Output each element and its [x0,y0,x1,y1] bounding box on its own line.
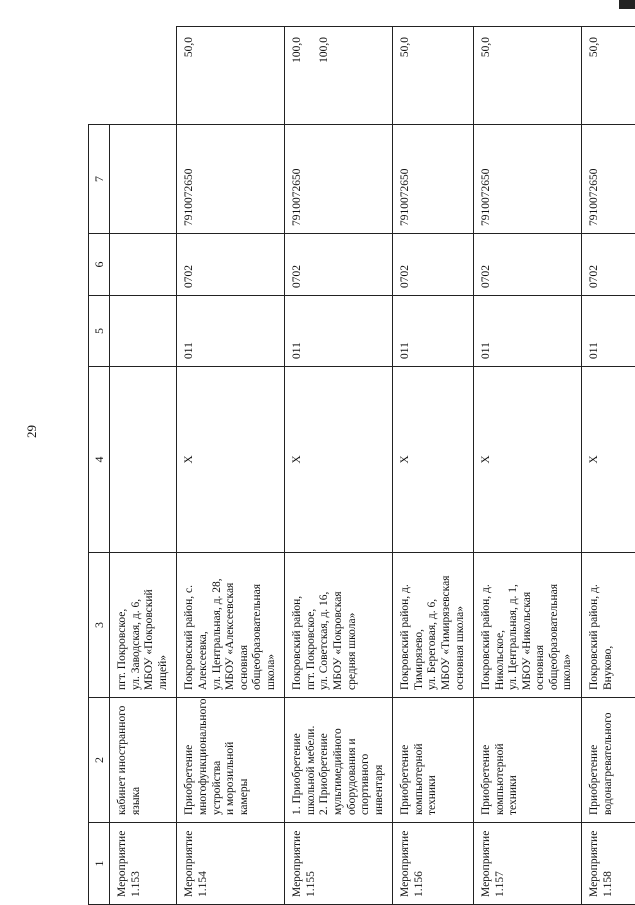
header-row [89,27,110,905]
cell-col4 [110,296,177,367]
cell-col4: 011 [285,296,393,367]
measure-name: Приобретение многофункционального устройства и морозильной камеры [177,698,285,823]
school-address: Покровский район, д. Внуково, [582,553,635,698]
cell-col3: Х [582,367,635,553]
cell-col3: Х [474,367,582,553]
cell-col3: Х [393,367,474,553]
header-cell-1: 1 [89,823,110,905]
measure-code: Мероприятие 1.155 [285,823,393,905]
cell-col5: 0702 [393,234,474,296]
table-row [474,27,582,905]
measure-name: кабинет иностранного языка [110,698,177,823]
cell-col5: 0702 [177,234,285,296]
corner-mark [619,0,635,9]
cell-col7: 50,0 [177,27,285,125]
cell-col7: 50,0 [582,27,635,125]
school-address: пгт. Покровское, ул. Заводская, д. 6, МБОУ «Покровский лицей» [110,553,177,698]
measure-name: 1. Приобретение школьной мебели. 2. Приобретение мультимедийного оборудования и спортивного инвентаря [285,698,393,823]
measure-code: Мероприятие 1.158 [582,823,635,905]
rotated-table-container [88,27,616,905]
measure-code: Мероприятие 1.153 [110,823,177,905]
header-cell-3: 3 [89,553,110,698]
table-row [582,27,635,905]
cell-col3: Х [177,367,285,553]
cell-col7: 50,0 [393,27,474,125]
cell-col6 [110,125,177,234]
header-cell-2: 2 [89,698,110,823]
cell-col5: 0702 [474,234,582,296]
cell-col6: 7910072650 [177,125,285,234]
cell-col4: 011 [177,296,285,367]
school-address: Покровский район, д. Тимирязево, ул. Береговая, д. 6, МБОУ «Тимирязевская основная школа» [393,553,474,698]
measure-name: Приобретение компьютерной техники [474,698,582,823]
cell-col5: 0702 [582,234,635,296]
cell-col5: 0702 [285,234,393,296]
cell-col6: 7910072650 [582,125,635,234]
measure-name: Приобретение компьютерной техники [393,698,474,823]
cell-col3: Х [285,367,393,553]
cell-col6: 7910072650 [285,125,393,234]
cell-col7: 50,0 [474,27,582,125]
cell-col5 [110,234,177,296]
page-number: 29 [24,425,39,438]
school-address: Покровский район, д. Никольское, ул. Центральная, д. 1, МБОУ «Никольская основная общеобразовательная школа» [474,553,582,698]
cell-col4: 011 [393,296,474,367]
cell-col4: 011 [474,296,582,367]
cell-col3 [110,367,177,553]
school-address: Покровский район, с. Алексеевка, ул. Центральная, д. 28, МБОУ «Алексеевская основная общеобразовательная школа» [177,553,285,698]
table-row [110,27,177,905]
header-cell-5: 5 [89,296,110,367]
cell-col6: 7910072650 [393,125,474,234]
measure-code: Мероприятие 1.157 [474,823,582,905]
header-cell-4: 4 [89,367,110,553]
table-row [393,27,474,905]
measures-table [88,26,635,905]
measure-code: Мероприятие 1.156 [393,823,474,905]
cell-col4: 011 [582,296,635,367]
cell-col7: 100,0 100,0 [285,27,393,125]
table-row [285,27,393,905]
header-cell-7: 7 [89,125,110,234]
header-cell-6: 6 [89,234,110,296]
measure-code: Мероприятие 1.154 [177,823,285,905]
measure-name: Приобретение водонагревательного [582,698,635,823]
table-row [177,27,285,905]
cell-col6: 7910072650 [474,125,582,234]
school-address: Покровский район, пгт. Покровское, ул. Советская, д. 16, МБОУ «Покровская средняя школа» [285,553,393,698]
